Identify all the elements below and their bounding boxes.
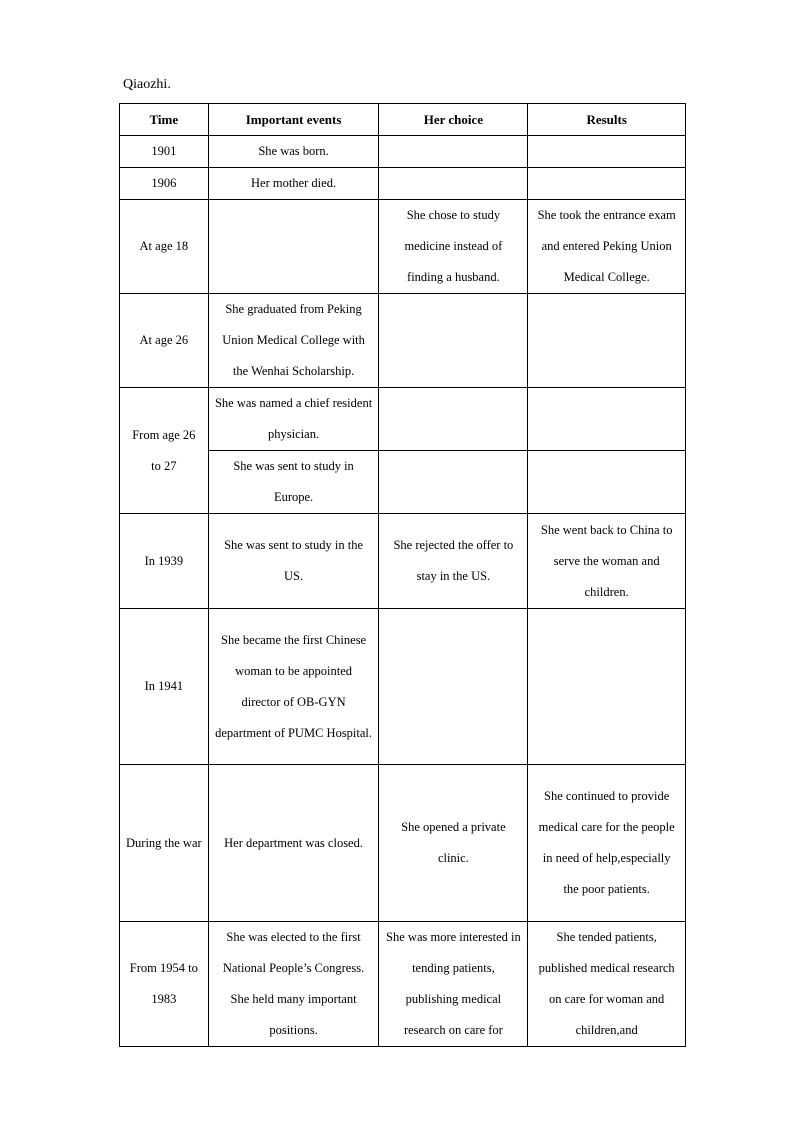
cell-choice	[379, 388, 528, 451]
table-row	[120, 922, 686, 1047]
cell-events: She was elected to the first National People’s Congress. She held many important positions.	[208, 922, 379, 1047]
table-row	[120, 388, 686, 451]
cell-results: She went back to China to serve the woman and children.	[528, 514, 686, 609]
table-row	[120, 136, 686, 168]
table-header-row	[120, 104, 686, 136]
cell-choice	[379, 451, 528, 514]
cell-results	[528, 388, 686, 451]
cell-time: From 1954 to 1983	[120, 922, 209, 1047]
table-row	[120, 514, 686, 609]
events-table	[119, 103, 686, 1047]
cell-time: At age 26	[120, 294, 209, 388]
cell-results: She continued to provide medical care for the people in need of help,especially the poor patients.	[528, 765, 686, 922]
header-important-events: Important events	[208, 104, 379, 136]
cell-choice: She rejected the offer to stay in the US.	[379, 514, 528, 609]
cell-time: From age 26 to 27	[120, 388, 209, 514]
table-row	[120, 168, 686, 200]
cell-events: She graduated from Peking Union Medical College with the Wenhai Scholarship.	[208, 294, 379, 388]
cell-events: She became the first Chinese woman to be appointed director of OB-GYN department of PUMC Hospital.	[208, 609, 379, 765]
cell-events: She was named a chief resident physician.	[208, 388, 379, 451]
cell-choice: She was more interested in tending patients, publishing medical research on care for	[379, 922, 528, 1047]
cell-results: She tended patients, published medical research on care for woman and children,and	[528, 922, 686, 1047]
cell-results	[528, 136, 686, 168]
cell-choice	[379, 168, 528, 200]
cell-time: During the war	[120, 765, 209, 922]
header-time: Time	[120, 104, 209, 136]
cell-events: She was sent to study in Europe.	[208, 451, 379, 514]
cell-events: She was born.	[208, 136, 379, 168]
cell-results	[528, 609, 686, 765]
cell-results	[528, 451, 686, 514]
cell-events: Her mother died.	[208, 168, 379, 200]
cell-events: Her department was closed.	[208, 765, 379, 922]
cell-time: At age 18	[120, 200, 209, 294]
header-results: Results	[528, 104, 686, 136]
table-row	[120, 200, 686, 294]
table-row	[120, 609, 686, 765]
cell-time: 1906	[120, 168, 209, 200]
header-her-choice: Her choice	[379, 104, 528, 136]
cell-results: She took the entrance exam and entered Peking Union Medical College.	[528, 200, 686, 294]
table-row	[120, 294, 686, 388]
cell-choice	[379, 609, 528, 765]
cell-events	[208, 200, 379, 294]
table-row	[120, 765, 686, 922]
cell-events: She was sent to study in the US.	[208, 514, 379, 609]
cell-time: 1901	[120, 136, 209, 168]
cell-results	[528, 168, 686, 200]
cell-choice: She opened a private clinic.	[379, 765, 528, 922]
cell-choice	[379, 136, 528, 168]
cell-time: In 1939	[120, 514, 209, 609]
document-caption: Qiaozhi.	[123, 77, 171, 92]
cell-results	[528, 294, 686, 388]
cell-choice	[379, 294, 528, 388]
cell-time: In 1941	[120, 609, 209, 765]
cell-choice: She chose to study medicine instead of finding a husband.	[379, 200, 528, 294]
